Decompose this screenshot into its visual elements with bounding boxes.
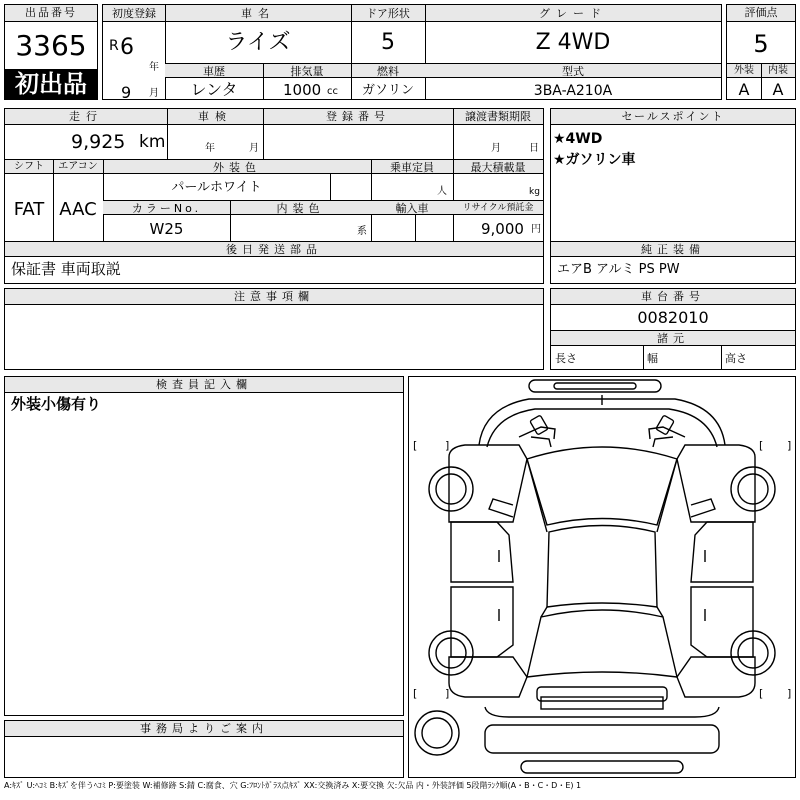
inspector-box xyxy=(4,376,404,716)
chassis-value: 0082010 xyxy=(637,308,709,327)
car-name-value: ライズ xyxy=(225,30,291,55)
svg-text:]: ] xyxy=(787,439,792,452)
spec-width: 幅 xyxy=(647,352,658,365)
grade-label: グレード xyxy=(539,7,607,20)
reg-month: 9 xyxy=(121,83,132,102)
svg-text:]: ] xyxy=(787,687,792,700)
displacement-unit: cc xyxy=(327,86,338,97)
sales-point-1: ★4WD xyxy=(553,131,603,147)
svg-text:[: [ xyxy=(759,439,764,452)
svg-text:[: [ xyxy=(413,439,418,452)
color-no-label: カラーNo. xyxy=(131,202,202,215)
inspection-month-unit: 月 xyxy=(249,143,259,154)
genuine-value: エアB アルミ PS PW xyxy=(557,262,680,277)
fuel-value: ガソリン xyxy=(361,83,414,98)
int-color-unit: 系 xyxy=(357,226,367,237)
score-label: 評価点 xyxy=(727,5,795,22)
aircon-label: エアコン xyxy=(58,161,98,172)
recycle-label: リサイクル預託金 xyxy=(462,203,534,213)
inspection-year-unit: 年 xyxy=(205,143,215,154)
sales-point-2: ★ガソリン車 xyxy=(553,152,636,168)
mileage-unit: km xyxy=(139,132,166,152)
svg-text:]: ] xyxy=(445,687,450,700)
color-no-value: W25 xyxy=(149,220,184,238)
office-label: 事務局よりご案内 xyxy=(5,721,403,737)
aircon-value: AAC xyxy=(59,199,97,220)
interior-grade-value: A xyxy=(772,80,784,99)
lot-number: 3365 xyxy=(15,29,87,62)
reg-label: 初度登録 xyxy=(112,7,156,20)
score-box xyxy=(726,4,796,100)
chassis-label: 車台番号 xyxy=(551,289,795,305)
score-value: 5 xyxy=(753,30,769,58)
spec-height: 高さ xyxy=(725,352,747,365)
transfer-label: 譲渡書類期限 xyxy=(465,110,531,123)
model-label: 型式 xyxy=(562,65,584,78)
first-listing-badge: 初出品 xyxy=(5,69,97,99)
reg-month-unit: 月 xyxy=(149,88,159,99)
import-label: 輸入車 xyxy=(395,202,429,215)
exterior-grade-label: 外装 xyxy=(734,65,754,76)
doors-value: 5 xyxy=(381,30,395,55)
later-parts-value: 保証書 車両取説 xyxy=(11,260,121,278)
capacity-unit: 人 xyxy=(437,186,447,197)
inspector-label: 検査員記入欄 xyxy=(5,377,403,393)
load-label: 最大積載量 xyxy=(470,161,526,174)
car-name-label: 車名 xyxy=(241,7,275,20)
int-color-label: 内装色 xyxy=(276,202,325,215)
chassis-box xyxy=(550,288,796,370)
transfer-month-unit: 月 xyxy=(491,143,501,154)
notes-box xyxy=(4,288,544,370)
sales-points-label: セールスポイント xyxy=(551,109,795,125)
ext-color-label: 外装色 xyxy=(213,161,261,174)
grade-value: Z 4WD xyxy=(535,30,611,55)
sales-points-box xyxy=(550,108,796,284)
exterior-grade-value: A xyxy=(738,80,750,99)
reg-year-unit: 年 xyxy=(149,62,159,73)
svg-text:]: ] xyxy=(445,439,450,452)
model-value: 3BA-A210A xyxy=(533,83,613,99)
inspection-label: 車検 xyxy=(198,110,232,123)
spec-length: 長さ xyxy=(555,352,577,365)
specs-label: 諸元 xyxy=(551,331,795,346)
history-value: レンタ xyxy=(190,80,238,99)
displacement-value: 1000 xyxy=(283,81,322,99)
recycle-value: 9,000 xyxy=(481,220,524,238)
recycle-unit: 円 xyxy=(531,224,541,235)
lot-box xyxy=(4,4,98,100)
mileage-label: 走行 xyxy=(69,110,103,123)
load-unit: kg xyxy=(529,187,540,197)
reg-no-label: 登録番号 xyxy=(326,110,390,123)
ext-color-value: パールホワイト xyxy=(171,180,262,195)
interior-grade-label: 内装 xyxy=(768,65,788,76)
capacity-label: 乗車定員 xyxy=(390,161,434,174)
detail-box xyxy=(4,108,544,284)
car-diagram xyxy=(409,377,795,777)
shift-value: FAT xyxy=(13,199,45,220)
office-box xyxy=(4,720,404,778)
displacement-label: 排気量 xyxy=(290,65,324,78)
shift-label: シフト xyxy=(14,161,44,172)
notes-label: 注意事項欄 xyxy=(5,289,543,305)
lot-label: 出品番号 xyxy=(5,5,97,22)
mileage-value: 9,925 xyxy=(71,131,126,153)
legend-text: A:ｷｽﾞ U:ﾍｺﾐ B:ｷｽﾞを伴うﾍｺﾐ P:要塗装 W:補修跡 S:錆 C:腐食、穴 G:ﾌﾛﾝﾄｶﾞﾗｽ点ｷｽﾞ XX:交換済み X:要交換 欠:欠品 内・外装評価 5段階ﾗﾝｸ順(A・B・C・D・E) 1 xyxy=(4,781,582,790)
car-diagram-box xyxy=(408,376,796,778)
svg-text:[: [ xyxy=(413,687,418,700)
doors-label: ドア形状 xyxy=(366,7,410,20)
transfer-day-unit: 日 xyxy=(529,143,539,154)
fuel-label: 燃料 xyxy=(377,65,399,78)
later-parts-label: 後日発送部品 xyxy=(5,242,543,257)
reg-era: R xyxy=(109,38,119,54)
inspector-comment: 外装小傷有り xyxy=(11,395,102,413)
genuine-label: 純正装備 xyxy=(551,242,795,257)
reg-year: 6 xyxy=(120,35,134,60)
main-spec-box xyxy=(102,4,722,100)
svg-text:[: [ xyxy=(759,687,764,700)
history-label: 車歴 xyxy=(203,65,225,78)
